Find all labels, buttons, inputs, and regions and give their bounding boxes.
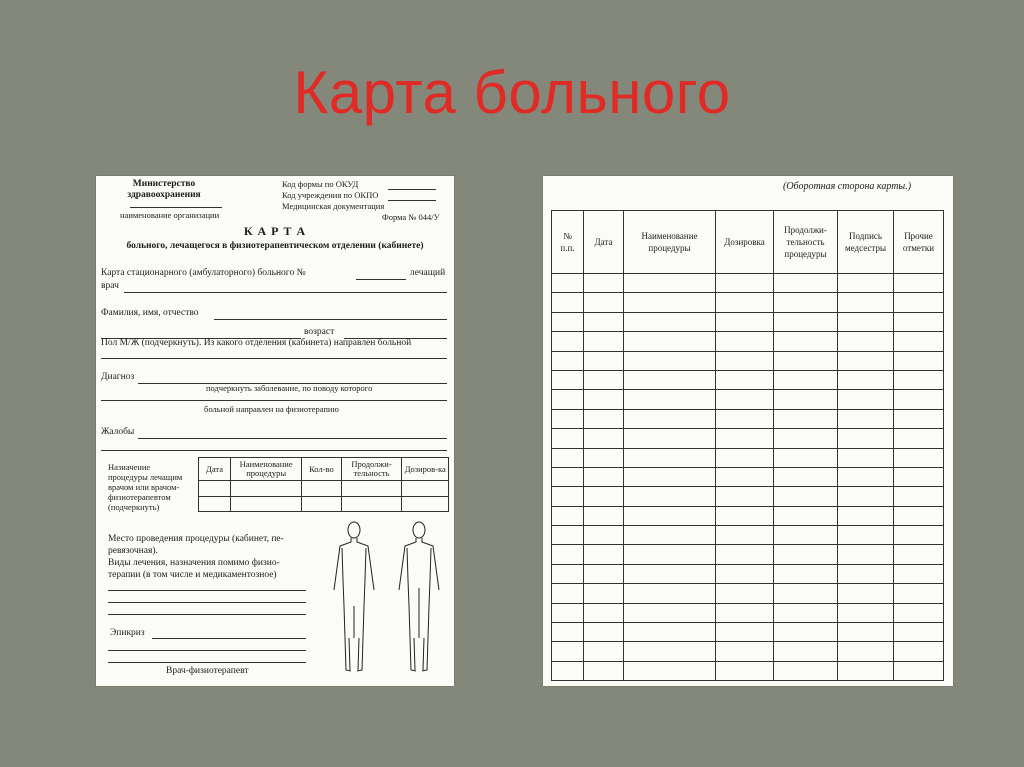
table-cell [584,332,624,351]
table-cell [584,429,624,448]
table-cell [624,487,716,506]
back-header-0 [552,211,584,274]
table-row [552,293,944,312]
assign-label-4: физиотерапевтом [108,492,171,502]
table-cell [894,448,944,467]
table-row [552,429,944,448]
slide-title: Карта больного [293,59,731,126]
table-cell [552,661,584,680]
table-row [552,642,944,661]
back-figure-body [399,538,439,671]
back-header-line: Подпись [848,231,883,241]
back-header-line: Прочие [904,231,933,241]
table-cell [584,312,624,331]
table-cell [716,293,774,312]
fio-label: Фамилия, имя, отчество [101,308,199,318]
table-cell [774,506,838,525]
table-cell [838,409,894,428]
table-cell [716,274,774,293]
table-cell [774,390,838,409]
table-cell [774,312,838,331]
table-cell [584,293,624,312]
physio-doctor-signature: Врач-физиотерапевт [166,666,249,676]
back-header-1 [584,211,624,274]
attending-label: лечащий [410,268,446,278]
front-figure-body [334,538,374,671]
table-row [552,564,944,583]
table-cell [838,642,894,661]
col-duration: Продолжи-тельность [341,458,402,481]
table-cell [716,390,774,409]
table-cell [774,467,838,486]
table-cell [552,390,584,409]
table-cell [552,584,584,603]
org-caption: наименование организации [120,210,220,220]
table-cell [774,293,838,312]
table-row [552,448,944,467]
table-cell [774,409,838,428]
table-cell [552,603,584,622]
org-line2: здравоохранения [127,190,201,200]
table-cell [894,467,944,486]
table-cell [716,370,774,389]
table-cell [624,642,716,661]
table-cell [774,370,838,389]
table-cell [584,390,624,409]
back-header-5 [838,211,894,274]
table-cell [894,564,944,583]
back-header-line: тельность [786,237,825,247]
table-cell [838,351,894,370]
complaints-label: Жалобы [101,427,135,437]
table-cell [838,370,894,389]
table-cell [894,293,944,312]
table-cell [624,274,716,293]
card-title: К А Р Т А [243,224,307,238]
card-number-line: Карта стационарного (амбулаторного) больного № [101,268,306,278]
table-cell [552,312,584,331]
table-row [552,487,944,506]
table-cell [894,370,944,389]
doctor-label: врач [101,281,119,291]
table-cell [838,623,894,642]
table-row [552,370,944,389]
table-cell [774,642,838,661]
table-cell [894,274,944,293]
table-cell [838,293,894,312]
table-cell [624,564,716,583]
table-cell [774,603,838,622]
procedure-table [198,457,449,512]
table-cell [894,545,944,564]
col-procedure: Наименование процедуры [231,458,302,481]
table-cell [894,332,944,351]
table-cell [584,467,624,486]
table-cell [716,584,774,603]
table-row [552,603,944,622]
table-cell [624,467,716,486]
med-doc: Медицинская документация [282,201,385,211]
table-cell [894,584,944,603]
table-cell [624,623,716,642]
back-header-line: п.п. [560,243,575,253]
col-date: Дата [199,458,231,481]
table-row [552,506,944,525]
table-cell [716,467,774,486]
table-cell [624,429,716,448]
table-cell [716,545,774,564]
table-cell [774,429,838,448]
table-cell [774,661,838,680]
table-row [552,623,944,642]
assign-label-3: врачом или врачом- [108,482,180,492]
table-cell [584,584,624,603]
table-cell [894,351,944,370]
table-cell [552,370,584,389]
kinds-line1: Виды лечения, назначения помимо физио- [108,558,280,568]
card-back-page [543,176,953,686]
place-line2: ревязочная). [108,546,158,556]
card-subtitle: больного, лечащегося в физиотерапевтическом отделении (кабинете) [126,241,424,251]
table-cell [716,351,774,370]
table-cell [716,526,774,545]
table-cell [774,584,838,603]
back-header-line: отметки [902,243,935,253]
table-cell [584,526,624,545]
table-cell [624,370,716,389]
table-cell [774,526,838,545]
table-cell [838,274,894,293]
table-cell [584,642,624,661]
back-header-line: процедуры [648,243,691,253]
diagnosis-note2: больной направлен на физиотерапию [204,404,339,414]
table-cell [838,487,894,506]
assign-label-5: (подчеркнуть) [108,502,160,512]
table-row [552,584,944,603]
table-cell [894,526,944,545]
table-cell [624,312,716,331]
table-cell [584,351,624,370]
table-cell [838,545,894,564]
table-cell [774,564,838,583]
table-cell [584,661,624,680]
table-cell [774,545,838,564]
table-cell [838,661,894,680]
table-cell [838,448,894,467]
table-cell [584,623,624,642]
back-header-line: медсестры [844,243,887,253]
table-cell [552,642,584,661]
back-header-3 [716,211,774,274]
table-cell [552,487,584,506]
table-cell [584,545,624,564]
table-cell [894,506,944,525]
table-cell [838,526,894,545]
table-cell [584,506,624,525]
assign-label-2: процедуры лечащим [108,472,183,482]
table-cell [552,351,584,370]
table-cell [552,409,584,428]
table-cell [774,332,838,351]
procedures-log-table [551,210,944,681]
table-cell [716,603,774,622]
diagnosis-label: Диагноз [101,372,135,382]
table-cell [716,312,774,331]
table-cell [624,545,716,564]
table-cell [716,661,774,680]
table-cell [584,603,624,622]
table-cell [716,429,774,448]
table-cell [716,506,774,525]
back-header-line: Продолжи- [784,225,827,235]
table-cell [624,526,716,545]
table-cell [552,274,584,293]
back-header-line: № [563,231,572,241]
assign-label-1: Назначение [108,462,151,472]
table-cell [584,448,624,467]
back-figure-head [413,522,425,538]
table-cell [552,429,584,448]
table-row [552,467,944,486]
table-cell [838,506,894,525]
table-cell [552,545,584,564]
table-cell [894,661,944,680]
table-cell [894,390,944,409]
table-cell [624,390,716,409]
table-cell [716,623,774,642]
table-cell [774,351,838,370]
table-cell [774,487,838,506]
table-cell [584,487,624,506]
table-row [552,351,944,370]
back-header-6 [894,211,944,274]
table-row [552,526,944,545]
table-cell [624,584,716,603]
table-cell [838,564,894,583]
table-cell [838,332,894,351]
table-cell [552,293,584,312]
table-cell [774,274,838,293]
table-cell [894,409,944,428]
table-cell [716,332,774,351]
table-cell [584,564,624,583]
epicrisis-label: Эпикриз [110,628,145,638]
age-label: возраст [304,327,335,337]
table-cell [716,409,774,428]
table-cell [716,448,774,467]
table-cell [552,526,584,545]
table-cell [584,274,624,293]
table-row [552,390,944,409]
table-cell [774,623,838,642]
table-cell [838,390,894,409]
table-cell [624,603,716,622]
code-okpo: Код учреждения по ОКПО [282,190,379,200]
table-cell [838,603,894,622]
table-cell [624,293,716,312]
table-cell [584,370,624,389]
form-number: Форма № 044/У [382,212,440,222]
table-cell [894,487,944,506]
table-cell [552,623,584,642]
back-header-line: Наименование [641,231,698,241]
table-cell [774,448,838,467]
back-header-2 [624,211,716,274]
table-row [552,274,944,293]
table-row [552,545,944,564]
kinds-line2: терапии (в том числе и медикаментозное) [108,570,277,580]
sex-line: Пол М/Ж (подчеркнуть). Из какого отделения (кабинета) направлен больной [101,338,412,348]
table-cell [584,409,624,428]
table-cell [716,642,774,661]
table-cell [894,429,944,448]
table-cell [552,564,584,583]
table-cell [624,506,716,525]
table-cell [838,584,894,603]
front-figure-head [348,522,360,538]
table-cell [838,312,894,331]
col-dosage: Дозиров-ка [402,458,449,481]
back-header-line: Дата [594,237,613,247]
table-cell [894,623,944,642]
back-header-line: процедуры [784,249,827,259]
back-header-line: Дозировка [724,237,765,247]
diagnosis-note1: подчеркнуть заболевание, по поводу которого [206,383,373,393]
table-cell [716,487,774,506]
table-row [552,409,944,428]
table-cell [624,448,716,467]
table-cell [552,506,584,525]
table-cell [838,467,894,486]
table-cell [552,448,584,467]
table-cell [894,312,944,331]
table-cell [552,332,584,351]
table-row [552,312,944,331]
table-cell [894,603,944,622]
table-cell [894,642,944,661]
table-cell [838,429,894,448]
place-line1: Место проведения процедуры (кабинет, пе- [108,534,284,544]
table-cell [624,351,716,370]
back-caption: (Оборотная сторона карты.) [783,181,912,192]
table-row [552,332,944,351]
table-cell [624,409,716,428]
col-count: Кол-во [302,458,341,481]
table-row [552,661,944,680]
table-cell [624,332,716,351]
body-diagram [324,518,450,680]
code-okud: Код формы по ОКУД [282,179,359,189]
back-header-4 [774,211,838,274]
org-line1: Министерство [132,179,196,189]
table-cell [624,661,716,680]
card-front-page [96,176,454,686]
table-cell [552,467,584,486]
table-cell [716,564,774,583]
